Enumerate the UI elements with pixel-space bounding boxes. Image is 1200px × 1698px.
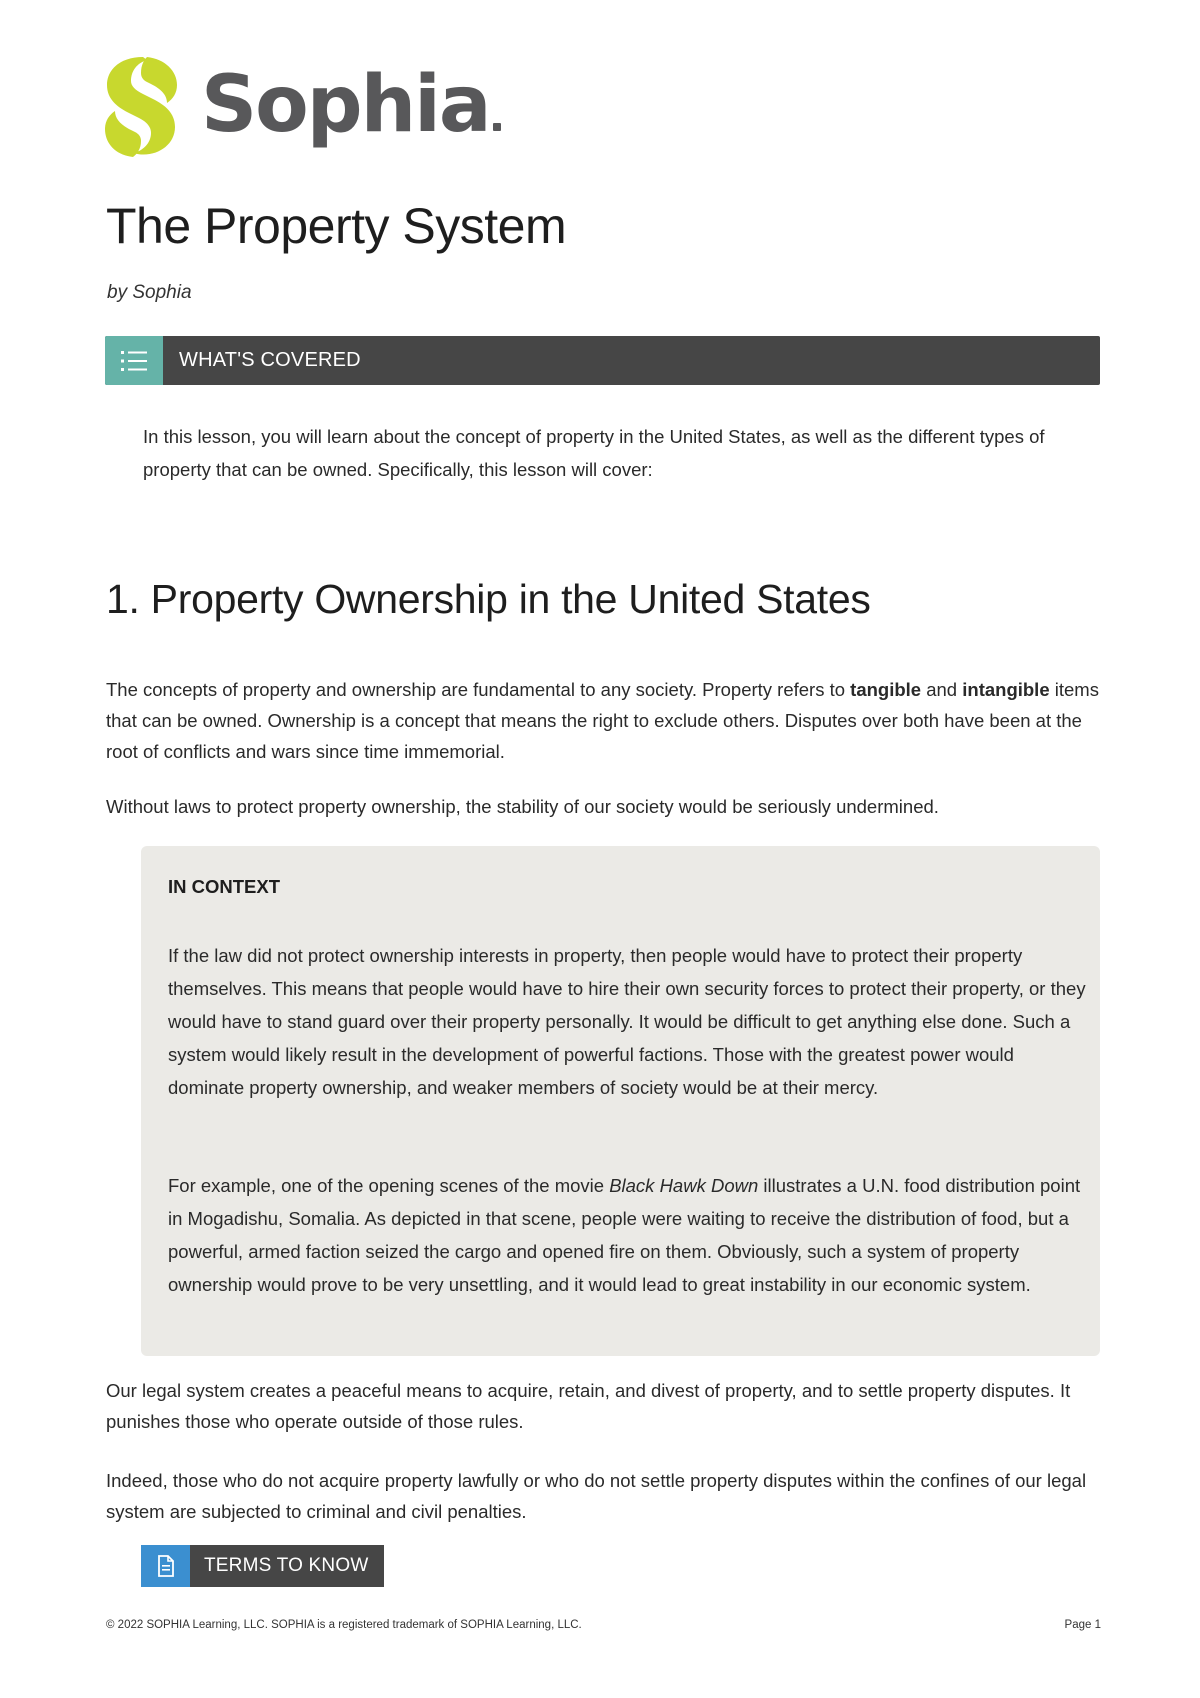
document-icon: [141, 1545, 190, 1587]
sophia-logo-mark-icon: [103, 55, 179, 159]
sophia-logo-wordmark: Sophia: [201, 66, 501, 144]
in-context-title: IN CONTEXT: [168, 876, 281, 897]
paragraph-laws: Without laws to protect property ownership, the stability of our society would be seriously undermined.: [106, 796, 939, 817]
list-icon: [105, 336, 163, 385]
in-context-box: [141, 846, 1100, 1356]
in-context-paragraph-2: For example, one of the opening scenes of the movie Black Hawk Down illustrates a U.N. food distribution point in Mogadishu, Somalia. As depicted in that scene, people were waiting to receive the distribution of food, but a powerful, armed faction seized the cargo and opened fire on them. Obviously, such a system of property ownership would prove to be very unsettling, and it would lead to great instability in our economic system.: [168, 1175, 1081, 1295]
whats-covered-label: WHAT'S COVERED: [179, 349, 361, 371]
sophia-logo: [103, 54, 501, 160]
in-context-paragraph-1: If the law did not protect ownership interests in property, then people would have to protect their property themselves. This means that people would have to hire their own security forces to protect their property, or they would have to stand guard over their property personally. It would be difficult to get anything else done. Such a system would likely result in the development of powerful factions. Those with the greatest power would dominate property ownership, and weaker members of society would be at their mercy.: [168, 945, 1086, 1098]
paragraph-penalties: Indeed, those who do not acquire property lawfully or who do not settle property disputes within the confines of our legal system are subjected to criminal and civil penalties.: [106, 1470, 1087, 1522]
whats-covered-banner: [105, 336, 1100, 385]
whats-covered-text: In this lesson, you will learn about the concept of property in the United States, as well as the different types of property that can be owned. Specifically, this lesson will cover:: [143, 426, 1045, 480]
term-intangible: intangible: [962, 679, 1050, 700]
movie-title: Black Hawk Down: [609, 1175, 759, 1196]
page-title: The Property System: [106, 198, 567, 254]
term-tangible: tangible: [850, 679, 922, 700]
terms-to-know-label: TERMS TO KNOW: [190, 1545, 384, 1587]
footer-page-number: Page 1: [1064, 1619, 1101, 1631]
terms-to-know-button[interactable]: [141, 1545, 384, 1587]
section-heading: 1. Property Ownership in the United States: [106, 576, 871, 622]
paragraph-legal-system: Our legal system creates a peaceful means to acquire, retain, and divest of property, and to settle property disputes. It punishes those who operate outside of those rules.: [106, 1380, 1071, 1432]
footer-copyright: © 2022 SOPHIA Learning, LLC. SOPHIA is a registered trademark of SOPHIA Learning, LLC.: [106, 1619, 582, 1631]
paragraph-property-concepts: The concepts of property and ownership are fundamental to any society. Property refers to tangible and intangible items that can be owned. Ownership is a concept that means the right to exclude others. Disputes over both have been at the root of conflicts and wars since time immemorial.: [106, 679, 1099, 762]
byline: by Sophia: [107, 282, 192, 303]
